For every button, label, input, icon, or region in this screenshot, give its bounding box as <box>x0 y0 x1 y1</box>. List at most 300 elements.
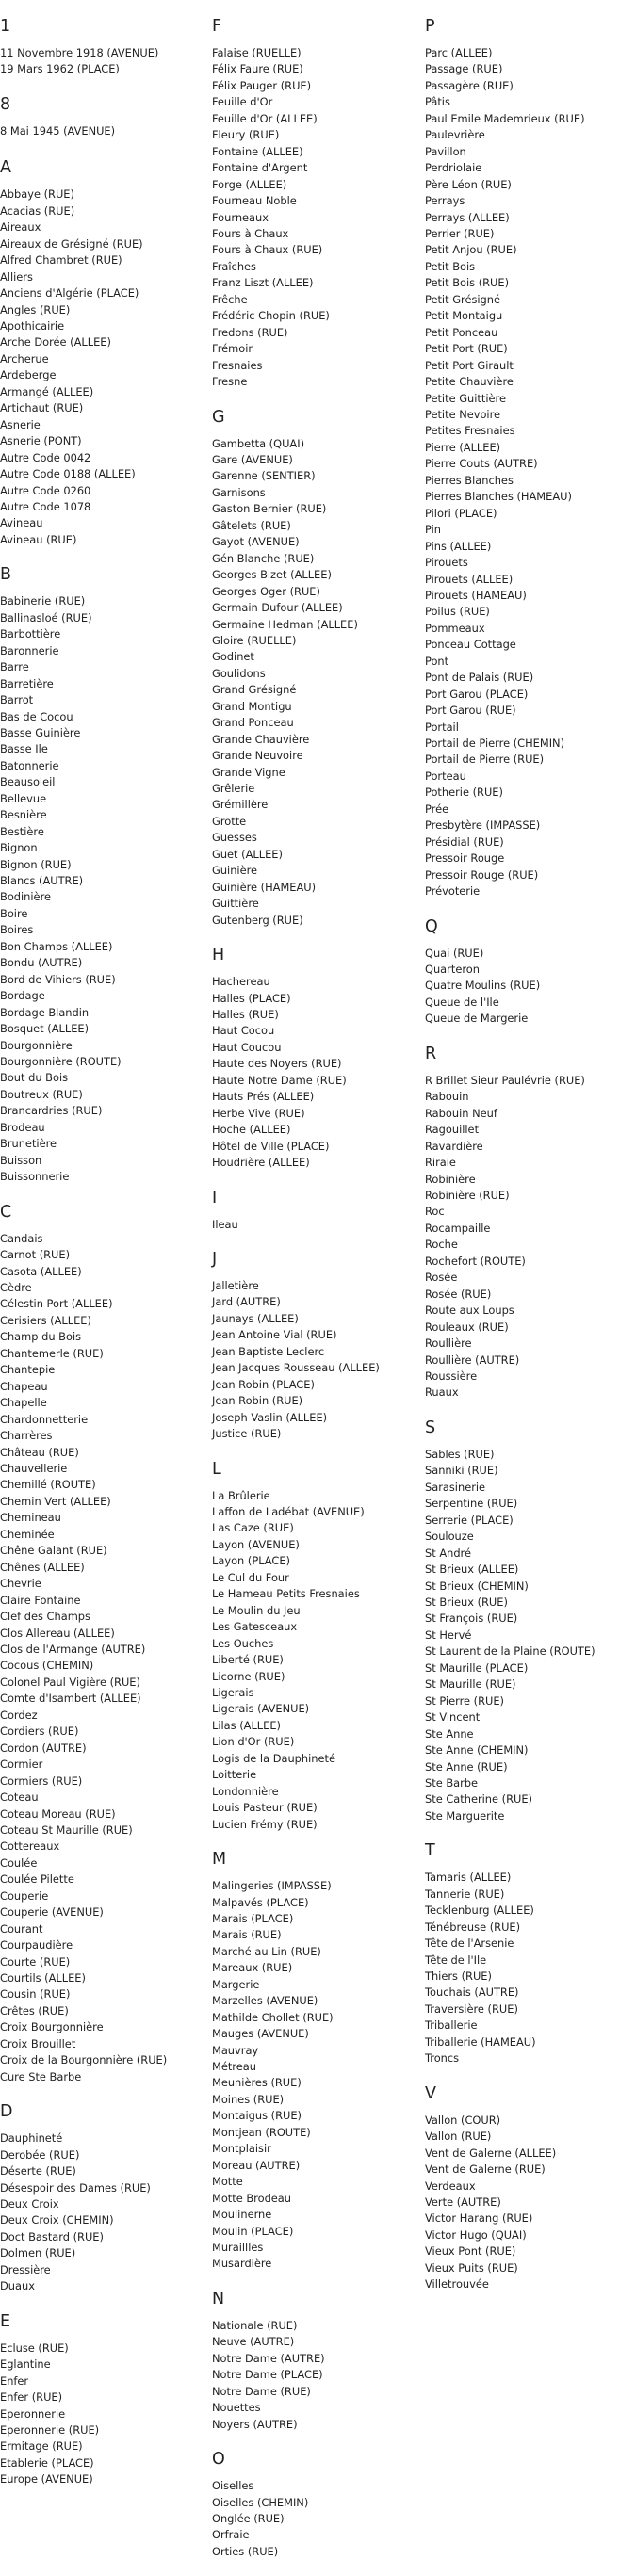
street-item[interactable]: Chantemerle (RUE) <box>0 1346 104 1360</box>
street-item[interactable]: Georges Oger (RUE) <box>212 584 320 598</box>
street-item[interactable]: Fontaine d'Argent <box>212 161 308 175</box>
street-item[interactable]: Touchais (AUTRE) <box>425 1985 519 2000</box>
street-item[interactable]: Dressière <box>0 2262 51 2276</box>
street-item[interactable]: Germain Dufour (ALLEE) <box>212 601 343 615</box>
street-item[interactable]: Bas de Cocou <box>0 709 73 723</box>
street-item[interactable]: Clef des Champs <box>0 1610 90 1624</box>
street-item[interactable]: St Brieux (RUE) <box>425 1595 508 1609</box>
street-item[interactable]: Serpentine (RUE) <box>425 1497 518 1511</box>
street-item[interactable]: Portail <box>425 720 459 734</box>
street-item[interactable]: Pressoir Rouge <box>425 851 505 866</box>
street-item[interactable]: Nouettes <box>212 2401 261 2415</box>
street-item[interactable]: Chemineau <box>0 1511 61 1525</box>
street-item[interactable]: Ténébreuse (RUE) <box>425 1920 521 1934</box>
street-item[interactable]: Chênes (ALLEE) <box>0 1560 85 1574</box>
street-item[interactable]: Courpaudière <box>0 1938 73 1952</box>
street-item[interactable]: Lion d'Or (RUE) <box>212 1735 295 1749</box>
street-item[interactable]: Jean Antoine Vial (RUE) <box>212 1328 337 1342</box>
street-item[interactable]: Layon (PLACE) <box>212 1554 290 1568</box>
street-item[interactable]: 8 Mai 1945 (AVENUE) <box>0 123 116 138</box>
street-item[interactable]: Jean Robin (PLACE) <box>212 1377 315 1391</box>
street-item[interactable]: Forge (ALLEE) <box>212 177 287 191</box>
street-item[interactable]: Bosquet (ALLEE) <box>0 1022 90 1036</box>
street-item[interactable]: Justice (RUE) <box>212 1427 282 1441</box>
street-item[interactable]: Beausoleil <box>0 775 56 789</box>
street-item[interactable]: 11 Novembre 1918 (AVENUE) <box>0 46 159 59</box>
street-item[interactable]: Layon (AVENUE) <box>212 1537 300 1551</box>
street-item[interactable]: Dauphineté <box>0 2131 63 2146</box>
street-item[interactable]: Métreau <box>212 2060 256 2074</box>
street-item[interactable]: Roc <box>425 1205 445 1219</box>
street-item[interactable]: Frémoir <box>212 342 253 356</box>
street-item[interactable]: St Maurille (PLACE) <box>425 1661 529 1675</box>
street-item[interactable]: Jean Baptiste Leclerc <box>212 1344 325 1358</box>
street-item[interactable]: Frêche <box>212 292 248 306</box>
street-item[interactable]: Tamaris (ALLEE) <box>425 1871 512 1885</box>
street-item[interactable]: Perrays (ALLEE) <box>425 210 510 224</box>
street-item[interactable]: Carnot (RUE) <box>0 1248 71 1262</box>
street-item[interactable]: Vieux Pont (RUE) <box>425 2244 516 2259</box>
street-item[interactable]: Bordage Blandin <box>0 1005 90 1019</box>
street-item[interactable]: Robinière <box>425 1172 476 1186</box>
street-item[interactable]: Verdeaux <box>425 2179 476 2193</box>
street-item[interactable]: Le Hameau Petits Fresnaies <box>212 1587 360 1601</box>
street-item[interactable]: Courant <box>0 1921 43 1936</box>
street-item[interactable]: Halles (PLACE) <box>212 991 291 1005</box>
street-item[interactable]: Autre Code 1078 <box>0 499 91 513</box>
street-item[interactable]: Quai (RUE) <box>425 946 484 960</box>
street-item[interactable]: St Hervé <box>425 1628 472 1642</box>
street-item[interactable]: Rosée (RUE) <box>425 1287 492 1301</box>
street-item[interactable]: Eperonnerie (RUE) <box>0 2423 100 2437</box>
street-item[interactable]: Le Moulin du Jeu <box>212 1603 301 1617</box>
street-item[interactable]: Boire <box>0 906 28 920</box>
street-item[interactable]: Barrot <box>0 693 34 707</box>
street-item[interactable]: Baronnerie <box>0 643 59 657</box>
street-item[interactable]: Cousin (RUE) <box>0 1987 71 2001</box>
street-item[interactable]: Asnerie (PONT) <box>0 434 82 448</box>
street-item[interactable]: Batonnerie <box>0 758 59 772</box>
street-item[interactable]: Noyers (AUTRE) <box>212 2417 298 2431</box>
street-item[interactable]: Bignon <box>0 841 38 855</box>
street-item[interactable]: Roullière (AUTRE) <box>425 1353 520 1367</box>
street-item[interactable]: Jalletière <box>212 1279 259 1292</box>
street-item[interactable]: Grande Neuvoire <box>212 749 303 763</box>
street-item[interactable]: Grande Chauvière <box>212 732 310 746</box>
street-item[interactable]: Pirouets (ALLEE) <box>425 572 514 586</box>
street-item[interactable]: Musardière <box>212 2257 272 2271</box>
street-item[interactable]: Notre Dame (PLACE) <box>212 2368 323 2382</box>
street-item[interactable]: Pilori (PLACE) <box>425 506 497 520</box>
street-item[interactable]: Cheminée <box>0 1527 55 1541</box>
street-item[interactable]: Blancs (AUTRE) <box>0 874 84 888</box>
street-item[interactable]: Sanniki (RUE) <box>425 1464 498 1478</box>
street-item[interactable]: Malingeries (IMPASSE) <box>212 1879 332 1893</box>
street-item[interactable]: Thiers (RUE) <box>425 1969 492 1984</box>
street-item[interactable]: Goulidons <box>212 666 266 680</box>
street-item[interactable]: Pierres Blanches (HAMEAU) <box>425 490 572 504</box>
street-item[interactable]: Gambetta (QUAI) <box>212 436 305 450</box>
street-item[interactable]: Alliers <box>0 269 33 284</box>
street-item[interactable]: Grand Ponceau <box>212 716 294 730</box>
street-item[interactable]: Poilus (RUE) <box>425 605 490 619</box>
street-item[interactable]: Buissonnerie <box>0 1170 70 1184</box>
street-item[interactable]: Crêtes (RUE) <box>0 2003 69 2017</box>
street-item[interactable]: Coulée Pilette <box>0 1872 74 1887</box>
street-item[interactable]: Le Cul du Four <box>212 1570 289 1584</box>
street-item[interactable]: Onglée (RUE) <box>212 2512 285 2525</box>
street-item[interactable]: Orfraie <box>212 2528 250 2542</box>
street-item[interactable]: Haut Cocou <box>212 1024 275 1038</box>
street-item[interactable]: Houdrière (ALLEE) <box>212 1156 310 1170</box>
street-item[interactable]: Ragouillet <box>425 1123 480 1137</box>
street-item[interactable]: Moreau (AUTRE) <box>212 2158 301 2172</box>
street-item[interactable]: Ballinasloé (RUE) <box>0 610 92 624</box>
street-item[interactable]: Autre Code 0260 <box>0 483 91 497</box>
street-item[interactable]: Les Ouches <box>212 1636 274 1650</box>
street-item[interactable]: Coulée <box>0 1855 38 1870</box>
street-item[interactable]: Courte (RUE) <box>0 1954 71 1968</box>
street-item[interactable]: Notre Dame (RUE) <box>212 2384 311 2398</box>
street-item[interactable]: Rosée <box>425 1271 458 1285</box>
street-item[interactable]: Croix Brouillet <box>0 2036 76 2050</box>
street-item[interactable]: Guinière (HAMEAU) <box>212 880 317 894</box>
street-item[interactable]: St Brieux (ALLEE) <box>425 1563 519 1577</box>
street-item[interactable]: Couperie <box>0 1888 49 1903</box>
street-item[interactable]: Las Caze (RUE) <box>212 1521 294 1535</box>
street-item[interactable]: Portail de Pierre (RUE) <box>425 753 545 767</box>
street-item[interactable]: Paulevrière <box>425 128 485 142</box>
street-item[interactable]: Petites Fresnaies <box>425 424 515 438</box>
street-item[interactable]: Besnière <box>0 808 47 822</box>
street-item[interactable]: Vallon (RUE) <box>425 2130 492 2144</box>
street-item[interactable]: La Brûlerie <box>212 1488 270 1502</box>
street-item[interactable]: Duaux <box>0 2279 35 2293</box>
street-item[interactable]: Guinière <box>212 864 258 878</box>
street-item[interactable]: Alfred Chambret (RUE) <box>0 253 122 267</box>
street-item[interactable]: Bon Champs (ALLEE) <box>0 939 113 953</box>
street-item[interactable]: Couperie (AVENUE) <box>0 1905 104 1920</box>
street-item[interactable]: Hoche (ALLEE) <box>212 1123 291 1137</box>
street-item[interactable]: Montaigus (RUE) <box>212 2109 302 2123</box>
street-item[interactable]: Laffon de Ladébat (AVENUE) <box>212 1504 365 1518</box>
street-item[interactable]: St Pierre (RUE) <box>425 1693 504 1708</box>
street-item[interactable]: Europe (AVENUE) <box>0 2472 93 2487</box>
street-item[interactable]: Petite Chauvière <box>425 375 514 389</box>
street-item[interactable]: Asnerie <box>0 417 41 431</box>
street-item[interactable]: Moulinerne <box>212 2208 272 2222</box>
street-item[interactable]: Gare (AVENUE) <box>212 452 293 466</box>
street-item[interactable]: Eglantine <box>0 2357 51 2372</box>
street-item[interactable]: Port Garou (RUE) <box>425 704 516 718</box>
street-item[interactable]: Champ du Bois <box>0 1330 82 1344</box>
street-item[interactable]: Félix Pauger (RUE) <box>212 78 312 92</box>
street-item[interactable]: Pâtis <box>425 95 450 109</box>
street-item[interactable]: Fontaine (ALLEE) <box>212 144 303 158</box>
street-item[interactable]: Charrères <box>0 1429 53 1443</box>
street-item[interactable]: Vent de Galerne (RUE) <box>425 2163 546 2177</box>
street-item[interactable]: Grêlerie <box>212 782 255 796</box>
street-item[interactable]: Chapeau <box>0 1379 48 1393</box>
street-item[interactable]: Pierre (ALLEE) <box>425 440 501 454</box>
street-item[interactable]: Porteau <box>425 769 466 783</box>
street-item[interactable]: St François (RUE) <box>425 1612 518 1626</box>
street-item[interactable]: Archerue <box>0 351 49 365</box>
street-item[interactable]: Aireaux <box>0 220 41 235</box>
street-item[interactable]: St André <box>425 1546 471 1560</box>
street-item[interactable]: Tecklenburg (ALLEE) <box>425 1904 534 1918</box>
street-item[interactable]: Robinière (RUE) <box>425 1189 510 1202</box>
street-item[interactable]: Clos Allereau (ALLEE) <box>0 1626 115 1640</box>
street-item[interactable]: St Brieux (CHEMIN) <box>425 1579 529 1593</box>
street-item[interactable]: Herbe Vive (RUE) <box>212 1106 305 1120</box>
street-item[interactable]: Anciens d'Algérie (PLACE) <box>0 286 139 300</box>
street-item[interactable]: Motte <box>212 2175 243 2189</box>
street-item[interactable]: Roullière <box>425 1337 472 1351</box>
street-item[interactable]: Perrier (RUE) <box>425 226 495 240</box>
street-item[interactable]: Feuille d'Or (ALLEE) <box>212 111 318 125</box>
street-item[interactable]: Cerisiers (ALLEE) <box>0 1313 91 1327</box>
street-item[interactable]: Pressoir Rouge (RUE) <box>425 867 539 882</box>
street-item[interactable]: Port Garou (PLACE) <box>425 687 529 701</box>
street-item[interactable]: Abbaye (RUE) <box>0 187 74 202</box>
street-item[interactable]: Vieux Puits (RUE) <box>425 2260 518 2275</box>
street-item[interactable]: Hôtel de Ville (PLACE) <box>212 1139 330 1153</box>
street-item[interactable]: Ponceau Cottage <box>425 638 516 652</box>
street-item[interactable]: Nationale (RUE) <box>212 2318 298 2332</box>
street-item[interactable]: Passage (RUE) <box>425 62 503 76</box>
street-item[interactable]: Casota (ALLEE) <box>0 1264 82 1278</box>
street-item[interactable]: Croix Bourgonnière <box>0 2020 104 2034</box>
street-item[interactable]: Angles (RUE) <box>0 302 71 316</box>
street-item[interactable]: Bodinière <box>0 890 52 904</box>
street-item[interactable]: Petite Guittière <box>425 391 506 405</box>
street-item[interactable]: Ste Anne (CHEMIN) <box>425 1743 529 1758</box>
street-item[interactable]: Feuille d'Or <box>212 95 273 109</box>
street-item[interactable]: Prée <box>425 802 449 816</box>
street-item[interactable]: Chemin Vert (ALLEE) <box>0 1494 111 1508</box>
street-item[interactable]: Ste Anne (RUE) <box>425 1759 508 1774</box>
street-item[interactable]: Marzelles (AVENUE) <box>212 1994 318 2008</box>
street-item[interactable]: Cordiers (RUE) <box>0 1725 79 1739</box>
street-item[interactable]: Victor Hugo (QUAI) <box>425 2228 527 2242</box>
street-item[interactable]: Armangé (ALLEE) <box>0 384 94 398</box>
street-item[interactable]: Barbottière <box>0 627 61 641</box>
street-item[interactable]: Petit Montaigu <box>425 309 503 323</box>
street-item[interactable]: Chemillé (ROUTE) <box>0 1478 96 1492</box>
street-item[interactable]: Paul Emile Mademrieux (RUE) <box>425 111 585 125</box>
street-item[interactable]: Ste Barbe <box>425 1775 479 1790</box>
street-item[interactable]: Oiselles <box>212 2479 254 2493</box>
street-item[interactable]: Ileau <box>212 1217 238 1231</box>
street-item[interactable]: R Brillet Sieur Paulévrie (RUE) <box>425 1073 585 1087</box>
street-item[interactable]: Cocous (CHEMIN) <box>0 1659 94 1673</box>
street-item[interactable]: Logis de la Dauphineté <box>212 1751 335 1765</box>
street-item[interactable]: Louis Pasteur (RUE) <box>212 1801 318 1815</box>
street-item[interactable]: Queue de l'Ile <box>425 995 499 1009</box>
street-item[interactable]: Queue de Margerie <box>425 1012 529 1026</box>
street-item[interactable]: Enfer <box>0 2373 29 2388</box>
street-item[interactable]: Bourgonnière (ROUTE) <box>0 1055 122 1069</box>
street-item[interactable]: Mauvray <box>212 2043 259 2057</box>
street-item[interactable]: Serrerie (PLACE) <box>425 1513 514 1527</box>
street-item[interactable]: Joseph Vaslin (ALLEE) <box>212 1410 328 1424</box>
street-item[interactable]: Montjean (ROUTE) <box>212 2125 311 2139</box>
street-item[interactable]: Cordon (AUTRE) <box>0 1741 87 1755</box>
street-item[interactable]: Notre Dame (AUTRE) <box>212 2351 325 2365</box>
street-item[interactable]: Guittière <box>212 897 259 911</box>
street-item[interactable]: Bordage <box>0 989 45 1003</box>
street-item[interactable]: Ruaux <box>425 1385 459 1400</box>
street-item[interactable]: Chêne Galant (RUE) <box>0 1544 107 1558</box>
street-item[interactable]: Grand Grésigné <box>212 683 297 697</box>
street-item[interactable]: Petit Port (RUE) <box>425 342 508 356</box>
street-item[interactable]: Traversière (RUE) <box>425 2001 518 2016</box>
street-item[interactable]: Liberté (RUE) <box>212 1653 284 1667</box>
street-item[interactable]: Fleury (RUE) <box>212 128 280 142</box>
street-item[interactable]: Petit Port Girault <box>425 358 514 372</box>
street-item[interactable]: Cure Ste Barbe <box>0 2069 82 2083</box>
street-item[interactable]: Godinet <box>212 650 254 664</box>
street-item[interactable]: Dolmen (RUE) <box>0 2246 76 2260</box>
street-item[interactable]: Haute des Noyers (RUE) <box>212 1057 342 1071</box>
street-item[interactable]: Jean Robin (RUE) <box>212 1394 303 1408</box>
street-item[interactable]: Candais <box>0 1231 43 1245</box>
street-item[interactable]: Cormiers (RUE) <box>0 1774 83 1788</box>
street-item[interactable]: Père Léon (RUE) <box>425 177 512 191</box>
street-item[interactable]: Gaston Bernier (RUE) <box>212 502 327 516</box>
street-item[interactable]: Haute Notre Dame (RUE) <box>212 1073 347 1087</box>
street-item[interactable]: Ermitage (RUE) <box>0 2439 83 2454</box>
street-item[interactable]: Chapelle <box>0 1396 47 1410</box>
street-item[interactable]: Fours à Chaux <box>212 226 289 240</box>
street-item[interactable]: Cottereaux <box>0 1839 60 1854</box>
street-item[interactable]: Hachereau <box>212 975 270 989</box>
street-item[interactable]: Désespoir des Dames (RUE) <box>0 2180 151 2195</box>
street-item[interactable]: Cordez <box>0 1708 38 1722</box>
street-item[interactable]: Boutreux (RUE) <box>0 1087 83 1101</box>
street-item[interactable]: Arche Dorée (ALLEE) <box>0 335 111 349</box>
street-item[interactable]: Roussière <box>425 1369 478 1383</box>
street-item[interactable]: Bignon (RUE) <box>0 857 72 871</box>
street-item[interactable]: Oiselles (CHEMIN) <box>212 2495 309 2509</box>
street-item[interactable]: 19 Mars 1962 (PLACE) <box>0 62 120 76</box>
street-item[interactable]: Jard (AUTRE) <box>212 1295 281 1309</box>
street-item[interactable]: Passagère (RUE) <box>425 78 514 92</box>
street-item[interactable]: Barre <box>0 660 29 674</box>
street-item[interactable]: Apothicairie <box>0 318 65 332</box>
street-item[interactable]: Ligerais <box>212 1685 254 1699</box>
street-item[interactable]: Grémillère <box>212 798 269 812</box>
street-item[interactable]: Acacias (RUE) <box>0 203 75 218</box>
street-item[interactable]: Ligerais (AVENUE) <box>212 1702 310 1716</box>
street-item[interactable]: Soulouze <box>425 1530 474 1544</box>
street-item[interactable]: Haut Coucou <box>212 1040 282 1054</box>
street-item[interactable]: Fresnaies <box>212 358 263 372</box>
street-item[interactable]: Ste Marguerite <box>425 1808 505 1823</box>
street-item[interactable]: Claire Fontaine <box>0 1593 81 1607</box>
street-item[interactable]: Chauvellerie <box>0 1461 68 1475</box>
street-item[interactable]: Jaunays (ALLEE) <box>212 1311 299 1325</box>
street-item[interactable]: Petit Bois (RUE) <box>425 276 510 290</box>
street-item[interactable]: Doct Bastard (RUE) <box>0 2229 104 2244</box>
street-item[interactable]: St Maurille (RUE) <box>425 1677 516 1692</box>
street-item[interactable]: Falaise (RUELLE) <box>212 46 302 59</box>
street-item[interactable]: Garenne (SENTIER) <box>212 469 316 483</box>
street-item[interactable]: Tête de l'Ile <box>425 1952 487 1967</box>
street-item[interactable]: Gloire (RUELLE) <box>212 633 297 647</box>
street-item[interactable]: Coteau <box>0 1790 39 1805</box>
street-item[interactable]: Hauts Prés (ALLEE) <box>212 1090 315 1104</box>
street-item[interactable]: Orties (RUE) <box>212 2544 279 2558</box>
street-item[interactable]: Margerie <box>212 1977 260 1991</box>
street-item[interactable]: Guesses <box>212 831 257 845</box>
street-item[interactable]: Perrays <box>425 194 465 208</box>
street-item[interactable]: Petit Ponceau <box>425 325 498 339</box>
street-item[interactable]: Quarteron <box>425 963 480 977</box>
street-item[interactable]: Fours à Chaux (RUE) <box>212 243 323 257</box>
street-item[interactable]: Présidial (RUE) <box>425 834 504 849</box>
street-item[interactable]: Guet (ALLEE) <box>212 847 283 861</box>
street-item[interactable]: Deux Croix <box>0 2197 59 2211</box>
street-item[interactable]: Victor Harang (RUE) <box>425 2211 533 2226</box>
street-item[interactable]: Fourneaux <box>212 210 269 224</box>
street-item[interactable]: Pierres Blanches <box>425 473 514 487</box>
street-item[interactable]: Tête de l'Arsenie <box>425 1936 514 1951</box>
street-item[interactable]: Verte (AUTRE) <box>425 2195 501 2210</box>
street-item[interactable]: Marais (PLACE) <box>212 1911 294 1925</box>
street-item[interactable]: Gâtelets (RUE) <box>212 518 291 532</box>
street-item[interactable]: Gayot (AVENUE) <box>212 535 300 549</box>
street-item[interactable]: Pirouets <box>425 556 468 570</box>
street-item[interactable]: Perdriolaie <box>425 161 482 175</box>
street-item[interactable]: Quatre Moulins (RUE) <box>425 979 541 993</box>
street-item[interactable]: Moines (RUE) <box>212 2092 285 2106</box>
street-item[interactable]: Londonnière <box>212 1784 279 1798</box>
street-item[interactable]: Motte Brodeau <box>212 2191 292 2205</box>
street-item[interactable]: Moulin (PLACE) <box>212 2224 294 2238</box>
street-item[interactable]: Garnisons <box>212 485 266 499</box>
street-item[interactable]: Petit Bois <box>425 259 476 273</box>
street-item[interactable]: Cormier <box>0 1758 43 1772</box>
street-item[interactable]: Colonel Paul Vigière (RUE) <box>0 1675 140 1689</box>
street-item[interactable]: Bourgonnière <box>0 1038 73 1052</box>
street-item[interactable]: Pins (ALLEE) <box>425 539 492 553</box>
street-item[interactable]: St Vincent <box>425 1710 481 1725</box>
street-item[interactable]: Pont de Palais (RUE) <box>425 671 534 685</box>
street-item[interactable]: Autre Code 0188 (ALLEE) <box>0 467 136 481</box>
street-item[interactable]: Fresne <box>212 375 248 389</box>
street-item[interactable]: Château (RUE) <box>0 1445 79 1459</box>
street-item[interactable]: Ecluse (RUE) <box>0 2341 69 2355</box>
street-item[interactable]: Ardeberge <box>0 368 57 382</box>
street-item[interactable]: Cèdre <box>0 1281 32 1294</box>
street-item[interactable]: Aireaux de Grésigné (RUE) <box>0 236 143 251</box>
street-item[interactable]: St Laurent de la Plaine (ROUTE) <box>425 1644 595 1659</box>
street-item[interactable]: Rouleaux (RUE) <box>425 1320 509 1334</box>
street-item[interactable]: Loitterie <box>212 1768 257 1782</box>
street-item[interactable]: Fraîches <box>212 259 256 273</box>
street-item[interactable]: Fourneau Noble <box>212 194 297 208</box>
street-item[interactable]: Triballerie (HAMEAU) <box>425 2034 536 2049</box>
street-item[interactable]: Déserte (RUE) <box>0 2164 76 2179</box>
street-item[interactable]: Enfer (RUE) <box>0 2390 63 2405</box>
street-item[interactable]: Coteau St Maurille (RUE) <box>0 1823 133 1837</box>
street-item[interactable]: Presbytère (IMPASSE) <box>425 818 541 833</box>
street-item[interactable]: Grande Vigne <box>212 765 285 779</box>
street-item[interactable]: Pin <box>425 523 442 537</box>
street-item[interactable]: Bord de Vihiers (RUE) <box>0 972 116 986</box>
